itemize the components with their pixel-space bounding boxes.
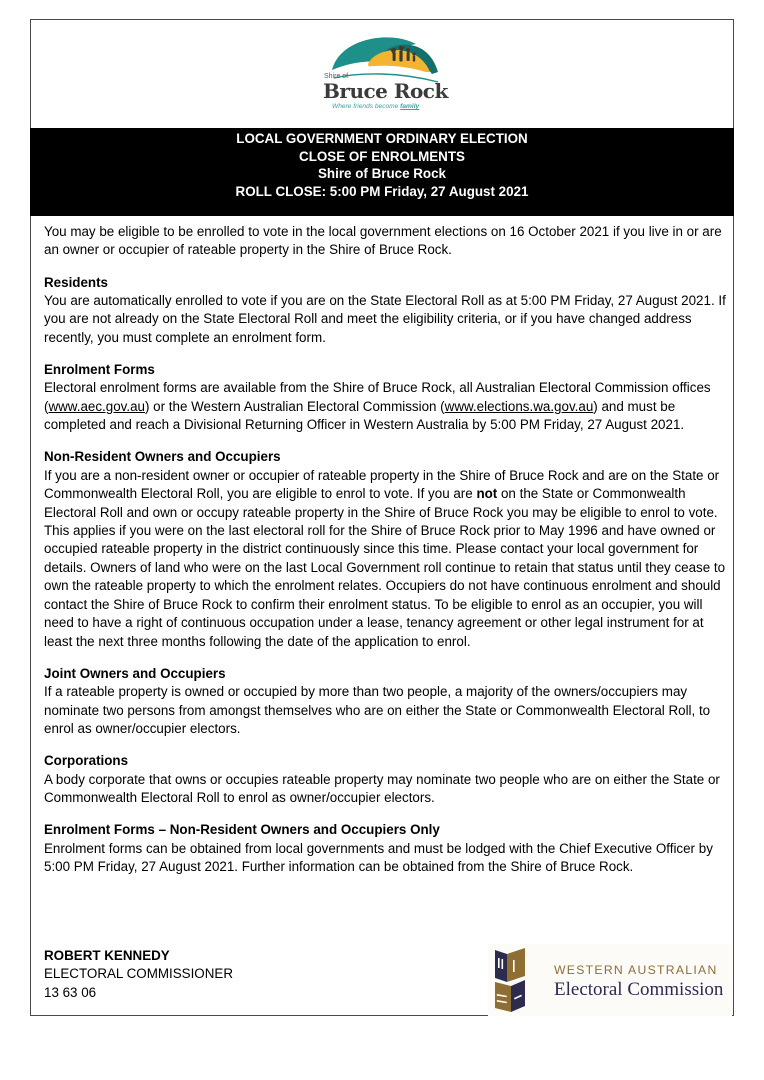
banner-line-roll-close: ROLL CLOSE: 5:00 PM Friday, 27 August 2021	[235, 183, 529, 199]
section-residents	[44, 274, 726, 348]
section-joint-owners	[44, 665, 726, 739]
section-body-part: Electoral enrolment forms are available from the Shire of Bruce Rock, all Australian Electoral Commission offices (	[44, 380, 711, 414]
section-heading: Non-Resident Owners and Occupiers	[44, 449, 281, 465]
section-heading: Enrolment Forms – Non-Resident Owners and Occupiers Only	[44, 822, 440, 838]
logo-name: Bruce Rock	[323, 79, 448, 103]
section-heading: Joint Owners and Occupiers	[44, 665, 226, 681]
signatory-name: ROBERT KENNEDY	[44, 948, 170, 963]
waec-line1: WESTERN AUSTRALIAN	[554, 963, 718, 977]
logo-tagline	[332, 103, 419, 110]
section-body-part: ) or the Western Australian Electoral Commission (	[144, 398, 445, 414]
banner-line-election: LOCAL GOVERNMENT ORDINARY ELECTION	[236, 131, 528, 146]
logo-tagline-prefix: Where friends become	[332, 103, 401, 110]
section-enrolment-forms	[44, 361, 726, 435]
section-body-part: If you are a non-resident owner or occupier of rateable property in the Shire of Bruce Rock and are on the State or Commonwealth Electoral Roll, you are eligible to enrol to vote. If you are	[44, 467, 720, 502]
section-heading: Residents	[44, 274, 108, 290]
signatory-title: ELECTORAL COMMISSIONER	[44, 966, 233, 982]
waec-emblem-icon	[493, 946, 527, 1014]
notice-body	[44, 223, 726, 890]
waec-link[interactable]: www.elections.wa.gov.au	[444, 398, 594, 414]
section-corporations	[44, 752, 726, 807]
logo-small-text: Shire of	[324, 73, 349, 80]
section-body-part: on the State or Commonwealth Electoral Roll and own or occupy rateable property in the Shire of Bruce Rock you may be eligible to enrol to vote. This applies if you were on the last electoral roll for the Shire of Bruce Rock prior to May 1996 and have owned or occupied rateable property in the district continuously since this time. Please contact your local government for details. Owners of land who were on the last Local Government roll continue to retain that status until they cease to own the rateable property to which the enrolment relates. Occupiers do not have continuous enrolment and should contact the Shire of Bruce Rock to confirm their enrolment status. To be eligible to enrol as an occupier, you will need to have a right of continuous occupation under a lease, tenancy agreement or other legal instrument for at least the next three months following the date of the application to enrol.	[44, 486, 726, 649]
waec-line2: Electoral Commission	[554, 979, 724, 1000]
waec-logo	[488, 944, 732, 1016]
section-body: A body corporate that owns or occupies rateable property may nominate two people who are on either the State or Commonwealth Electoral Roll to enrol as owner/occupier electors.	[44, 771, 720, 805]
section-forms-non-resident	[44, 821, 726, 876]
aec-link[interactable]: www.aec.gov.au	[48, 398, 145, 414]
signature-block	[44, 947, 233, 1002]
emphasis-not: not	[476, 486, 498, 502]
section-heading: Enrolment Forms	[44, 362, 155, 378]
intro-paragraph: You may be eligible to be enrolled to vote in the local government elections on 16 October 2021 if you live in or are an owner or occupier of rateable property in the Shire of Bruce Rock.	[44, 224, 722, 258]
banner-line-close: CLOSE OF ENROLMENTS	[299, 148, 465, 164]
contact-phone: 13 63 06	[44, 984, 97, 1000]
section-body: Enrolment forms can be obtained from local governments and must be lodged with the Chief Executive Officer by 5:00 PM Friday, 27 August 2021. Further information can be obtained from the Shire of Bruce Rock.	[44, 840, 713, 874]
section-non-resident	[44, 448, 726, 650]
logo-tagline-emphasis: family	[400, 103, 420, 110]
section-body-part: ) and must be completed and reach a Divisional Returning Officer in Western Australia by 5:00 PM Friday, 27 August 2021.	[44, 398, 685, 433]
banner-line-shire: Shire of Bruce Rock	[318, 166, 446, 181]
section-body: You are automatically enrolled to vote if you are on the State Electoral Roll as at 5:00 PM Friday, 27 August 2021. If you are not already on the State Electoral Roll and meet the eligibility criteria, or if you have changed address recently, you must complete an enrolment form.	[44, 293, 726, 345]
section-body: If a rateable property is owned or occupied by more than two people, a majority of the owners/occupiers may nominate two persons from amongst themselves who are on either the State or Commonwealth Electoral Roll, to enrol as owner/occupier electors.	[44, 684, 711, 736]
section-heading: Corporations	[44, 753, 129, 769]
title-banner	[30, 128, 734, 216]
shire-logo	[320, 32, 448, 116]
